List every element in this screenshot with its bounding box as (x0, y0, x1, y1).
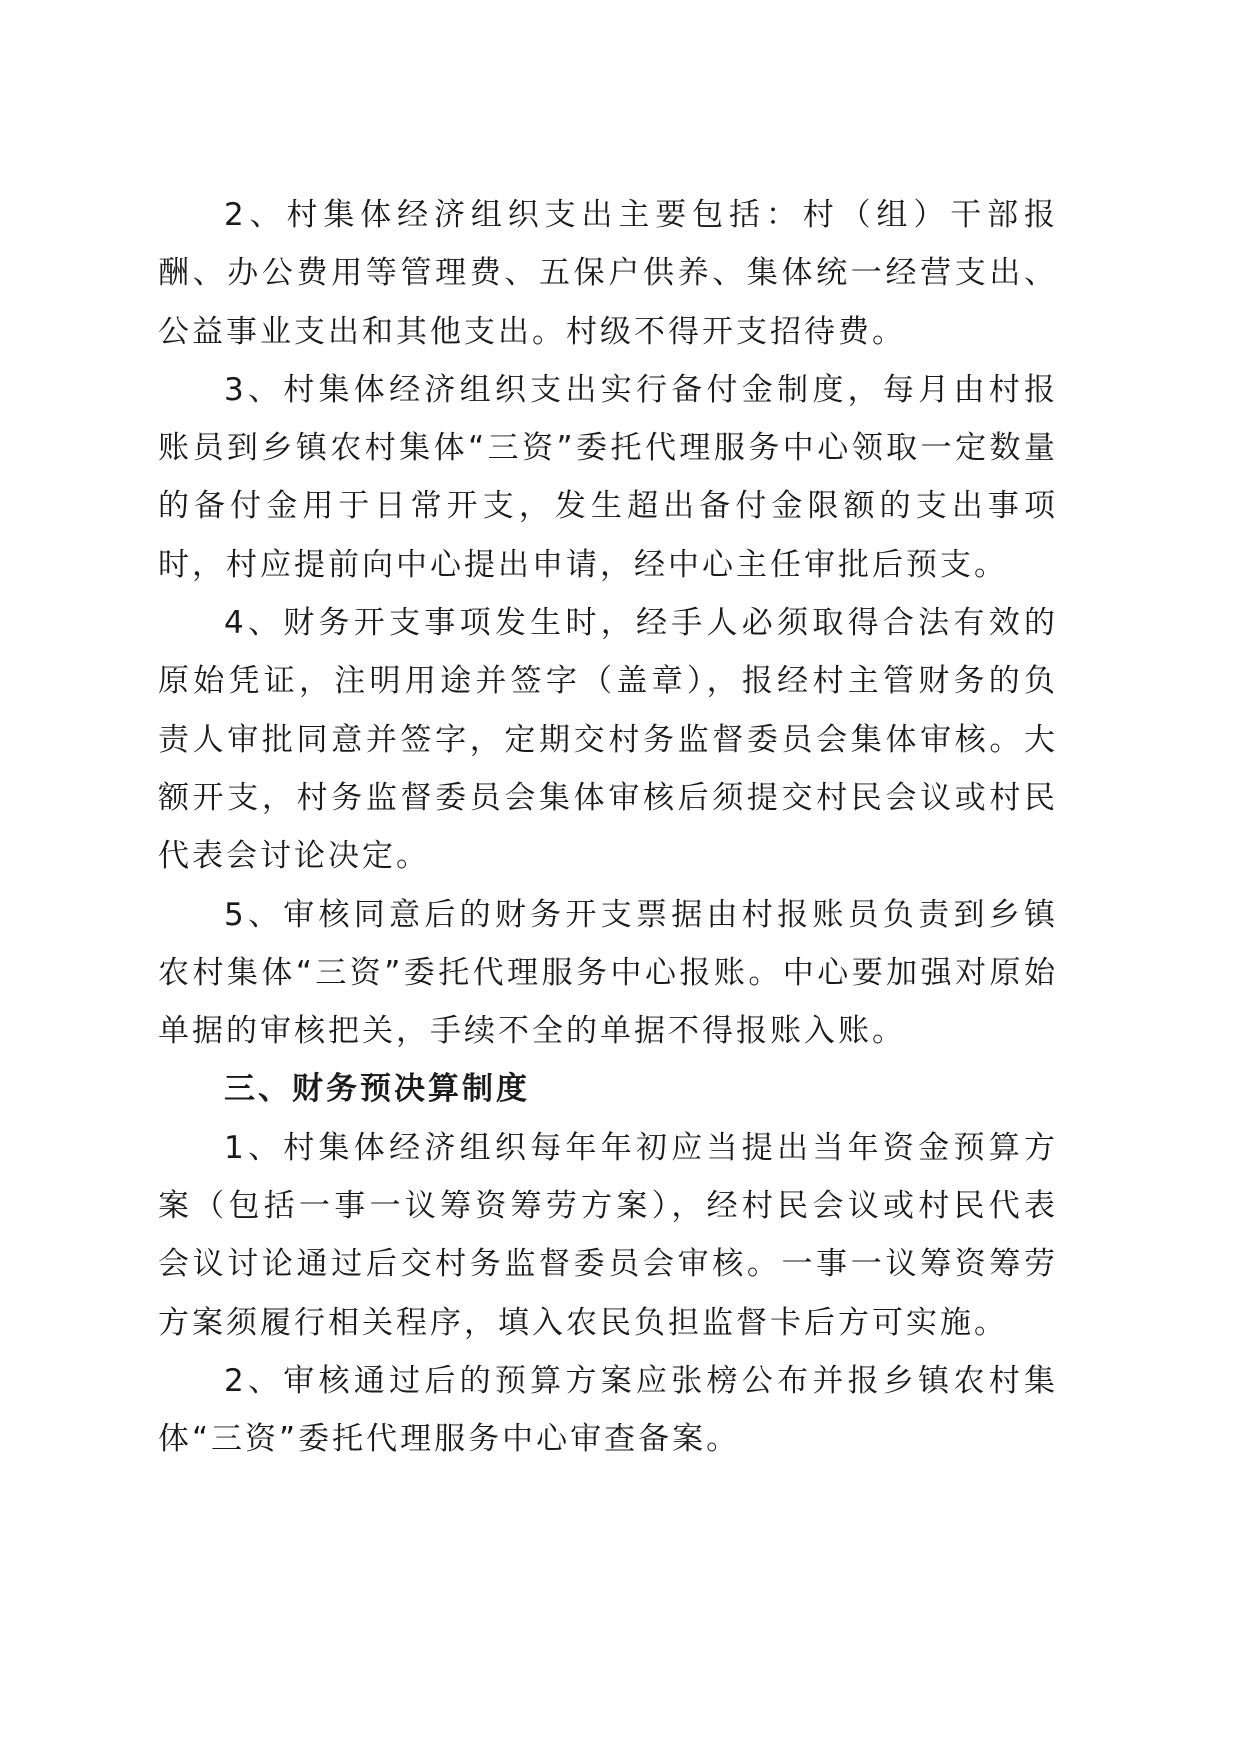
paragraph-expense-approval: 4、财务开支事项发生时，经手人必须取得合法有效的原始凭证，注明用途并签字（盖章），报经村主管财务的负责人审批同意并签字，定期交村务监督委员会集体审核。大额开支，村务监督委员会集体审核后须提交村民会议或村民代表会讨论决定。 (158, 605, 1058, 875)
paragraph-budget-publication: 2、审核通过后的预算方案应张榜公布并报乡镇农村集体“三资”委托代理服务中心审查备案。 (158, 1362, 1058, 1458)
paragraph-annual-budget: 1、村集体经济组织每年年初应当提出当年资金预算方案（包括一事一议筹资筹劳方案），经村民会议或村民代表会议讨论通过后交村务监督委员会审核。一事一议筹资筹劳方案须履行相关程序，填入农民负担监督卡后方可实施。 (158, 1129, 1058, 1341)
document-body (158, 186, 1058, 1469)
paragraph-reimbursement: 5、审核同意后的财务开支票据由村报账员负责到乡镇农村集体“三资”委托代理服务中心报账。中心要加强对原始单据的审核把关，手续不全的单据不得报账入账。 (158, 896, 1058, 1050)
section-heading-budget: 三、财务预决算制度 (224, 1071, 530, 1108)
paragraph-reserve-fund: 3、村集体经济组织支出实行备付金制度，每月由村报账员到乡镇农村集体“三资”委托代理服务中心领取一定数量的备付金用于日常开支，发生超出备付金限额的支出事项时，村应提前向中心提出申请，经中心主任审批后预支。 (158, 371, 1058, 583)
paragraph-expenditure-scope: 2、村集体经济组织支出主要包括：村（组）干部报酬、办公费用等管理费、五保户供养、集体统一经营支出、公益事业支出和其他支出。村级不得开支招待费。 (158, 197, 1058, 350)
